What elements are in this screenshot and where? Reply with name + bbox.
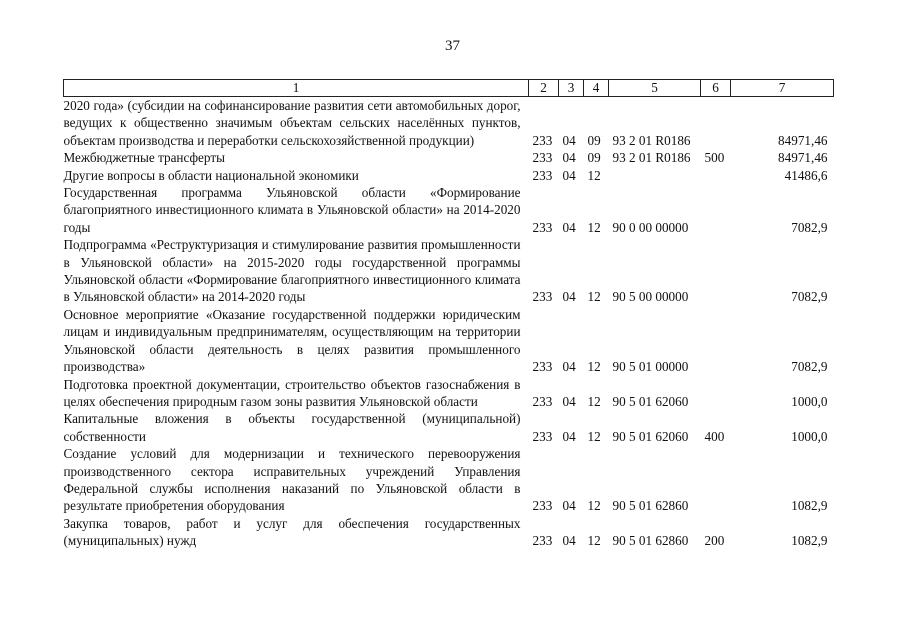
admin-code: 233 bbox=[532, 498, 553, 514]
section-code: 04 bbox=[562, 359, 576, 375]
target-article-code: 90 5 01 00000 bbox=[612, 359, 689, 375]
expense-type-code: 500 bbox=[704, 150, 725, 166]
table-row bbox=[64, 167, 834, 184]
expense-type-code bbox=[701, 236, 731, 306]
expense-type-code bbox=[701, 97, 731, 150]
table-row bbox=[64, 376, 834, 411]
target-article-code: 90 5 01 62060 bbox=[612, 428, 689, 444]
amount: 41486,6 bbox=[784, 167, 828, 183]
target-article-code: 90 5 01 62060 bbox=[612, 393, 689, 409]
admin-code: 233 bbox=[532, 150, 553, 166]
table-row bbox=[64, 149, 834, 166]
table-row bbox=[64, 97, 834, 150]
expense-type-code bbox=[701, 306, 731, 376]
table-row bbox=[64, 410, 834, 445]
subsection-code: 12 bbox=[587, 289, 601, 305]
target-article-code: 93 2 01 R0186 bbox=[612, 132, 691, 148]
subsection-code: 12 bbox=[587, 428, 601, 444]
target-article-code: 93 2 01 R0186 bbox=[612, 150, 691, 166]
subsection-code: 12 bbox=[587, 359, 601, 375]
target-article-code: 90 5 00 00000 bbox=[612, 289, 689, 305]
table-row bbox=[64, 445, 834, 515]
header-col-name: 1 bbox=[64, 80, 529, 97]
item-name: Межбюджетные трансферты bbox=[63, 150, 225, 166]
admin-code: 233 bbox=[532, 289, 553, 305]
admin-code: 233 bbox=[532, 533, 553, 549]
subsection-code: 09 bbox=[587, 132, 601, 148]
amount: 1082,9 bbox=[791, 498, 828, 514]
subsection-code: 09 bbox=[587, 150, 601, 166]
item-name: Капитальные вложения в объекты государственной (муниципальной) собственности bbox=[63, 411, 521, 444]
item-name: Государственная программа Ульяновской области «Формирование благоприятного инвестиционного климата в Ульяновской области» на 2014-2020 годы bbox=[63, 185, 521, 235]
section-code: 04 bbox=[562, 498, 576, 514]
section-code: 04 bbox=[562, 167, 576, 183]
expense-type-code bbox=[701, 184, 731, 236]
subsection-code: 12 bbox=[587, 498, 601, 514]
section-code: 04 bbox=[562, 132, 576, 148]
item-name: Основное мероприятие «Оказание государственной поддержки юридическим лицам и индивидуальным предпринимателям, осуществляющим на территории Ульяновской области деятельность в целях развития промышленного производства» bbox=[63, 306, 521, 375]
item-name: 2020 года» (субсидии на софинансирование развития сети автомобильных дорог, ведущих к общественно значимым объектам сельских населённых пунктов, объектам производства и переработки сельскохозяйственной продукции) bbox=[63, 98, 521, 148]
section-code: 04 bbox=[562, 219, 576, 235]
header-col-amount: 7 bbox=[731, 80, 834, 97]
table-header bbox=[64, 80, 834, 97]
expense-type-code bbox=[701, 167, 731, 184]
item-name: Закупка товаров, работ и услуг для обеспечения государственных (муниципальных) нужд bbox=[63, 515, 521, 549]
page-number: 37 bbox=[445, 38, 460, 54]
target-article-code bbox=[609, 167, 701, 184]
expense-type-code: 400 bbox=[704, 428, 725, 444]
admin-code: 233 bbox=[532, 393, 553, 409]
subsection-code: 12 bbox=[587, 219, 601, 235]
header-col-subsection: 4 bbox=[584, 80, 609, 97]
header-col-section: 3 bbox=[559, 80, 584, 97]
section-code: 04 bbox=[562, 289, 576, 305]
target-article-code: 90 5 01 62860 bbox=[612, 533, 689, 549]
admin-code: 233 bbox=[532, 219, 553, 235]
amount: 1000,0 bbox=[791, 428, 828, 444]
admin-code: 233 bbox=[532, 167, 553, 183]
amount: 7082,9 bbox=[791, 359, 828, 375]
item-name: Другие вопросы в области национальной экономики bbox=[63, 167, 359, 183]
budget-table bbox=[63, 79, 834, 550]
table-row bbox=[64, 184, 834, 236]
header-col-admin: 2 bbox=[529, 80, 559, 97]
section-code: 04 bbox=[562, 393, 576, 409]
amount: 7082,9 bbox=[791, 219, 828, 235]
section-code: 04 bbox=[562, 150, 576, 166]
header-col-vr: 6 bbox=[701, 80, 731, 97]
subsection-code: 12 bbox=[587, 167, 601, 183]
amount: 84971,46 bbox=[778, 150, 828, 166]
target-article-code: 90 5 01 62860 bbox=[612, 498, 689, 514]
expense-type-code bbox=[701, 376, 731, 411]
subsection-code: 12 bbox=[587, 533, 601, 549]
amount: 1082,9 bbox=[791, 533, 828, 549]
table-body bbox=[64, 97, 834, 550]
section-code: 04 bbox=[562, 533, 576, 549]
amount: 84971,46 bbox=[778, 132, 828, 148]
amount: 7082,9 bbox=[791, 289, 828, 305]
subsection-code: 12 bbox=[587, 393, 601, 409]
admin-code: 233 bbox=[532, 428, 553, 444]
target-article-code: 90 0 00 00000 bbox=[612, 219, 689, 235]
table-row bbox=[64, 306, 834, 376]
admin-code: 233 bbox=[532, 359, 553, 375]
table-row bbox=[64, 236, 834, 306]
expense-type-code: 200 bbox=[704, 533, 725, 549]
section-code: 04 bbox=[562, 428, 576, 444]
admin-code: 233 bbox=[532, 132, 553, 148]
header-col-csr: 5 bbox=[609, 80, 701, 97]
item-name: Подготовка проектной документации, строительство объектов газоснабжения в целях обеспечения природным газом зоны развития Ульяновской области bbox=[63, 376, 521, 409]
amount: 1000,0 bbox=[791, 393, 828, 409]
expense-type-code bbox=[701, 445, 731, 515]
item-name: Создание условий для модернизации и технического перевооружения производственного сектора исправительных учреждений Управления Федеральной службы исполнения наказаний по Ульяновской области в результате приобретения оборудования bbox=[63, 446, 521, 514]
header-row bbox=[64, 80, 834, 97]
item-name: Подпрограмма «Реструктуризация и стимулирование развития промышленности в Ульяновской области» на 2015-2020 годы государственной программы Ульяновской области «Формирование благоприятного инвестиционного климата в Ульяновской области» на 2014-2020 годы bbox=[63, 237, 521, 305]
table-row bbox=[64, 515, 834, 550]
